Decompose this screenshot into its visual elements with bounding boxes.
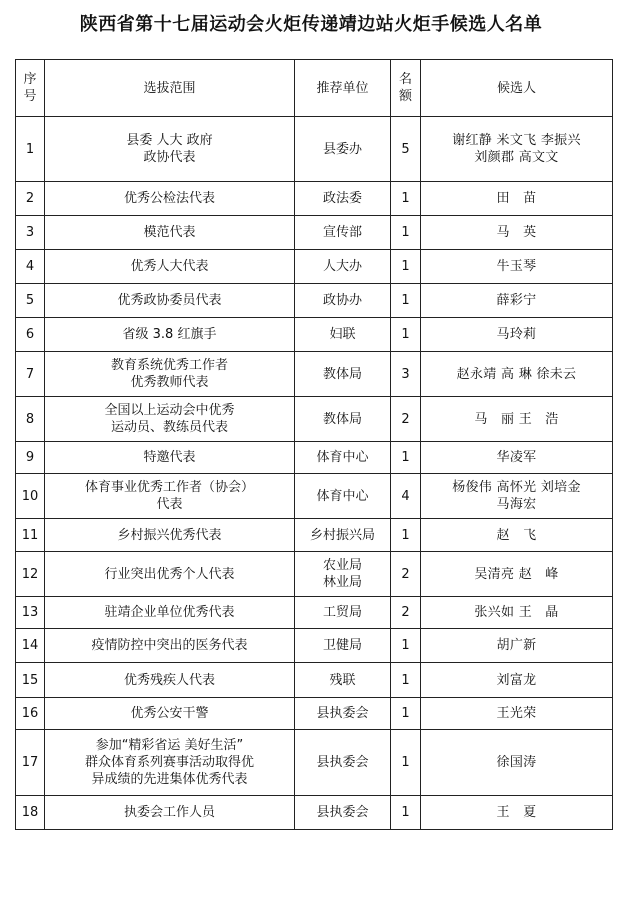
header-seq: 序 号	[16, 60, 45, 117]
row-candidates-cell: 马 丽 王 浩	[421, 397, 613, 442]
row-quota-cell: 1	[391, 442, 421, 474]
row-candidates-cell: 田 苗	[421, 182, 613, 216]
row-unit-cell: 残联	[295, 663, 391, 698]
row-quota-cell: 1	[391, 284, 421, 318]
row-scope-cell: 优秀公安干警	[45, 698, 295, 730]
row-candidates-cell: 赵 飞	[421, 519, 613, 552]
table-row	[16, 397, 613, 442]
row-candidates-cell: 牛玉琴	[421, 250, 613, 284]
row-seq-cell: 13	[16, 597, 45, 629]
row-seq-cell: 15	[16, 663, 45, 698]
row-candidates-cell: 薛彩宁	[421, 284, 613, 318]
row-scope-cell: 全国以上运动会中优秀 运动员、教练员代表	[45, 397, 295, 442]
row-quota-cell: 1	[391, 519, 421, 552]
row-unit-cell: 县执委会	[295, 698, 391, 730]
header-quota: 名 额	[391, 60, 421, 117]
row-seq-cell: 14	[16, 629, 45, 663]
row-seq-cell: 2	[16, 182, 45, 216]
header-unit: 推荐单位	[295, 60, 391, 117]
row-candidates-cell: 胡广新	[421, 629, 613, 663]
row-candidates-cell: 马玲莉	[421, 318, 613, 352]
row-unit-cell: 农业局 林业局	[295, 552, 391, 597]
row-quota-cell: 2	[391, 597, 421, 629]
row-scope-cell: 执委会工作人员	[45, 796, 295, 830]
row-quota-cell: 1	[391, 182, 421, 216]
row-unit-cell: 宣传部	[295, 216, 391, 250]
row-scope-cell: 优秀人大代表	[45, 250, 295, 284]
row-unit-cell: 教体局	[295, 397, 391, 442]
table-row	[16, 216, 613, 250]
table-row	[16, 730, 613, 796]
row-seq-cell: 11	[16, 519, 45, 552]
row-seq-cell: 6	[16, 318, 45, 352]
table-row	[16, 318, 613, 352]
row-unit-cell: 工贸局	[295, 597, 391, 629]
row-seq-cell: 17	[16, 730, 45, 796]
row-scope-cell: 行业突出优秀个人代表	[45, 552, 295, 597]
row-scope-cell: 驻靖企业单位优秀代表	[45, 597, 295, 629]
row-scope-cell: 乡村振兴优秀代表	[45, 519, 295, 552]
row-seq-cell: 16	[16, 698, 45, 730]
row-quota-cell: 1	[391, 216, 421, 250]
table-row	[16, 629, 613, 663]
row-candidates-cell: 马 英	[421, 216, 613, 250]
row-unit-cell: 县执委会	[295, 730, 391, 796]
row-seq-cell: 3	[16, 216, 45, 250]
row-scope-cell: 疫情防控中突出的医务代表	[45, 629, 295, 663]
table-row	[16, 117, 613, 182]
row-unit-cell: 乡村振兴局	[295, 519, 391, 552]
row-seq-cell: 9	[16, 442, 45, 474]
row-candidates-cell: 杨俊伟 高怀光 刘培金 马海宏	[421, 474, 613, 519]
row-scope-cell: 优秀政协委员代表	[45, 284, 295, 318]
table-row	[16, 597, 613, 629]
header-candidates: 候选人	[421, 60, 613, 117]
row-quota-cell: 1	[391, 318, 421, 352]
table-row	[16, 474, 613, 519]
table-row	[16, 284, 613, 318]
row-seq-cell: 10	[16, 474, 45, 519]
row-quota-cell: 1	[391, 629, 421, 663]
row-candidates-cell: 王光荣	[421, 698, 613, 730]
header-scope: 选拔范围	[45, 60, 295, 117]
row-quota-cell: 3	[391, 352, 421, 397]
table-row	[16, 698, 613, 730]
row-scope-cell: 优秀残疾人代表	[45, 663, 295, 698]
candidate-table	[15, 59, 613, 830]
row-scope-cell: 体育事业优秀工作者（协会） 代表	[45, 474, 295, 519]
row-scope-cell: 县委 人大 政府 政协代表	[45, 117, 295, 182]
row-scope-cell: 参加“精彩省运 美好生活” 群众体育系列赛事活动取得优 异成绩的先进集体优秀代表	[45, 730, 295, 796]
row-quota-cell: 1	[391, 250, 421, 284]
row-candidates-cell: 华凌军	[421, 442, 613, 474]
row-scope-cell: 教育系统优秀工作者 优秀教师代表	[45, 352, 295, 397]
row-unit-cell: 体育中心	[295, 442, 391, 474]
row-seq-cell: 8	[16, 397, 45, 442]
row-unit-cell: 人大办	[295, 250, 391, 284]
row-scope-cell: 特邀代表	[45, 442, 295, 474]
table-row	[16, 663, 613, 698]
table-row	[16, 552, 613, 597]
document-title: 陕西省第十七届运动会火炬传递靖边站火炬手候选人名单	[79, 14, 543, 35]
row-candidates-cell: 王 夏	[421, 796, 613, 830]
row-quota-cell: 1	[391, 698, 421, 730]
row-candidates-cell: 张兴如 王 晶	[421, 597, 613, 629]
row-unit-cell: 卫健局	[295, 629, 391, 663]
table-row	[16, 182, 613, 216]
row-seq-cell: 7	[16, 352, 45, 397]
row-scope-cell: 优秀公检法代表	[45, 182, 295, 216]
row-quota-cell: 1	[391, 730, 421, 796]
row-unit-cell: 政法委	[295, 182, 391, 216]
table-row	[16, 519, 613, 552]
row-seq-cell: 1	[16, 117, 45, 182]
row-quota-cell: 1	[391, 663, 421, 698]
row-quota-cell: 5	[391, 117, 421, 182]
row-seq-cell: 4	[16, 250, 45, 284]
table-body	[16, 117, 613, 830]
row-scope-cell: 模范代表	[45, 216, 295, 250]
row-quota-cell: 2	[391, 397, 421, 442]
row-unit-cell: 教体局	[295, 352, 391, 397]
row-candidates-cell: 徐国涛	[421, 730, 613, 796]
table-row	[16, 250, 613, 284]
row-unit-cell: 县委办	[295, 117, 391, 182]
row-seq-cell: 18	[16, 796, 45, 830]
row-unit-cell: 政协办	[295, 284, 391, 318]
row-quota-cell: 1	[391, 796, 421, 830]
table-row	[16, 352, 613, 397]
row-quota-cell: 4	[391, 474, 421, 519]
row-unit-cell: 县执委会	[295, 796, 391, 830]
row-scope-cell: 省级 3.8 红旗手	[45, 318, 295, 352]
row-seq-cell: 5	[16, 284, 45, 318]
row-candidates-cell: 赵永靖 高 琳 徐未云	[421, 352, 613, 397]
row-candidates-cell: 吴清亮 赵 峰	[421, 552, 613, 597]
row-unit-cell: 妇联	[295, 318, 391, 352]
row-candidates-cell: 谢红静 米文飞 李振兴 刘颜郡 高文文	[421, 117, 613, 182]
row-seq-cell: 12	[16, 552, 45, 597]
table-row	[16, 796, 613, 830]
row-candidates-cell: 刘富龙	[421, 663, 613, 698]
table-row	[16, 442, 613, 474]
row-quota-cell: 2	[391, 552, 421, 597]
table-header-row	[16, 60, 613, 117]
row-unit-cell: 体育中心	[295, 474, 391, 519]
